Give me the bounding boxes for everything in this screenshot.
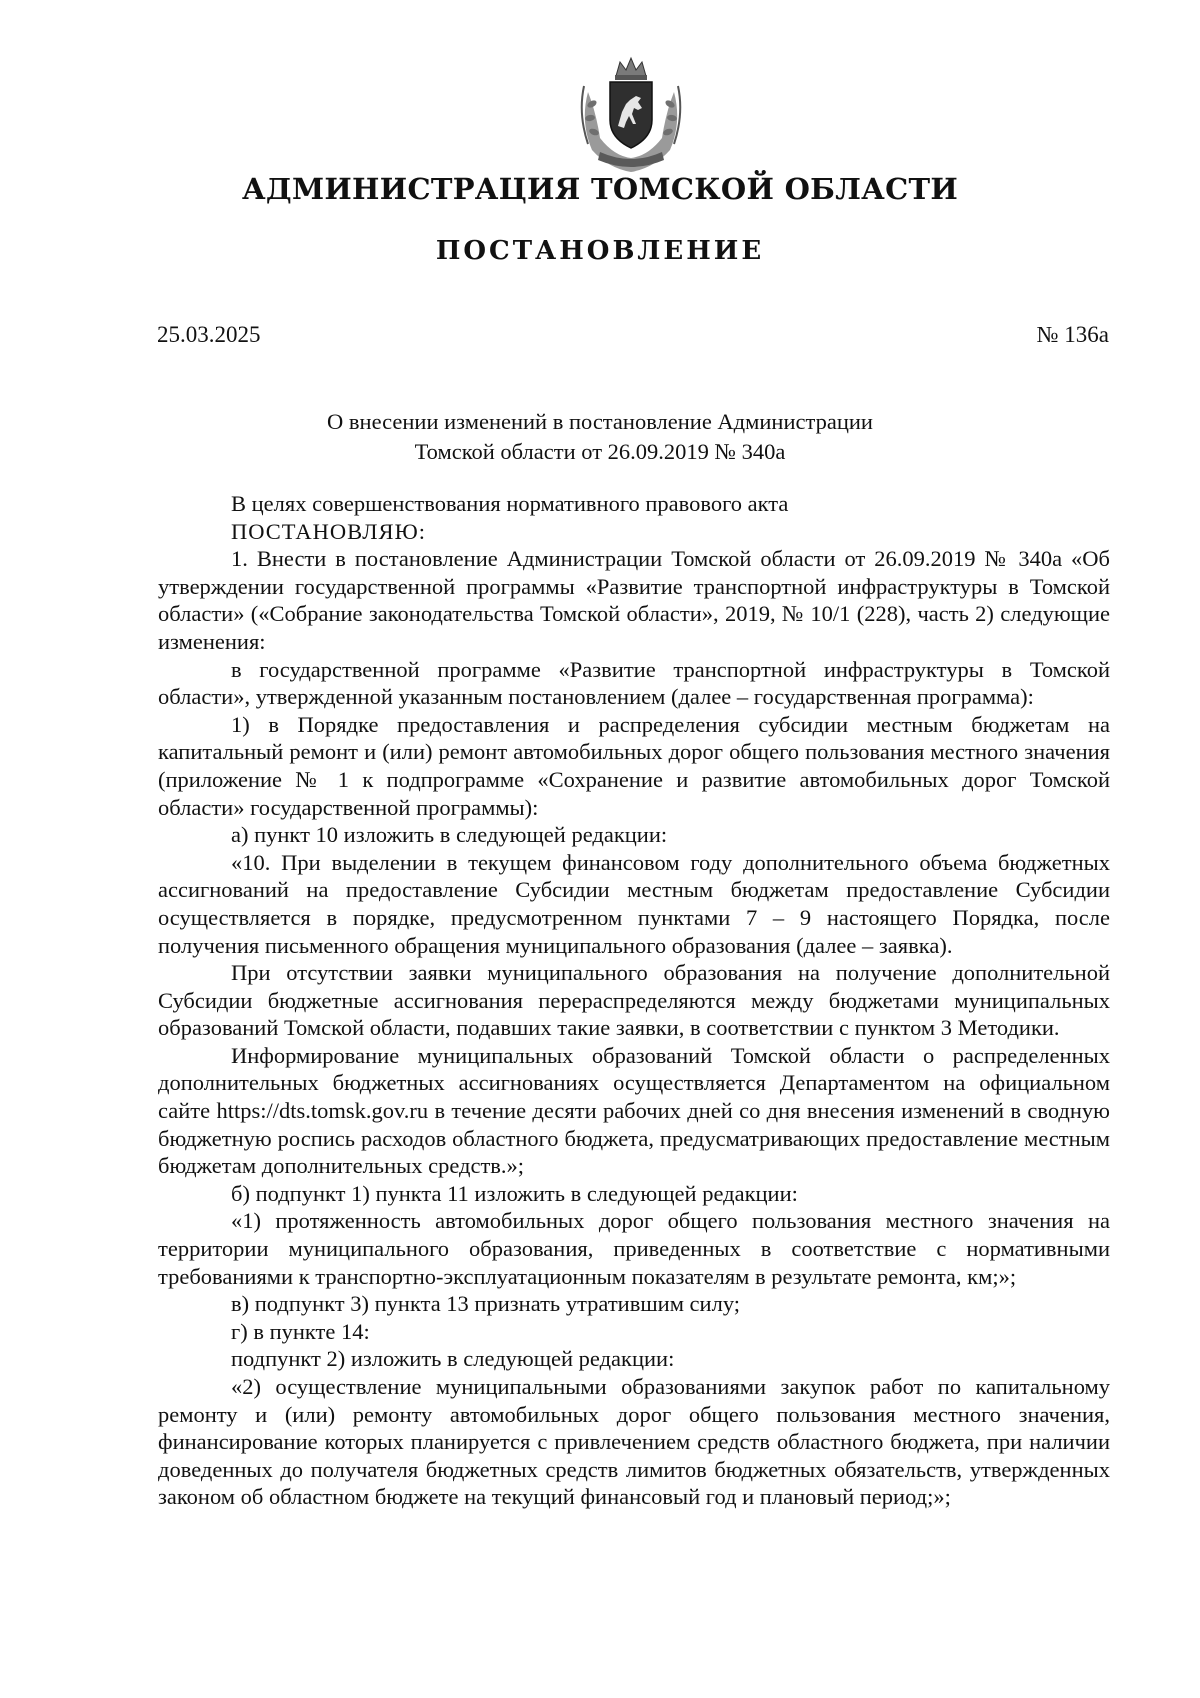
document-date: 25.03.2025	[157, 322, 261, 347]
subject-line-1: О внесении изменений в постановление Администрации	[327, 409, 873, 434]
document-body	[158, 490, 1110, 1511]
paragraph-item-1: 1. Внести в постановление Администрации Томской области от 26.09.2019 № 340а «Об утверждении государственной программы «Развитие транспортной инфраструктуры в Томской области» («Собрание законодательства Томской области», 2019, № 10/1 (228), часть 2) следующие изменения:	[158, 546, 1110, 654]
paragraph-clause-14-2: «2) осуществление муниципальными образованиями закупок работ по капитальному ремонту и (или) ремонту автомобильных дорог общего пользования местного значения, финансирование которых планируется с привлечением средств областного бюджета, при наличии доведенных до получателя бюджетных средств лимитов бюджетных обязательств, утвержденных законом об областном бюджете на текущий финансовый год и плановый период;»;	[158, 1374, 1110, 1510]
document-subject	[0, 407, 1200, 467]
document-type: ПОСТАНОВЛЕНИЕ	[435, 236, 765, 266]
organization-title: АДМИНИСТРАЦИЯ ТОМСКОЙ ОБЛАСТИ	[241, 172, 959, 206]
paragraph-clause-10-redistribution: При отсутствии заявки муниципального образования на получение дополнительной Субсидии бюджетные ассигнования перераспределяются между бюджетами муниципальных образований Томской области, подавших такие заявки, в соответствии с пунктом 3 Методики.	[158, 960, 1110, 1041]
subject-line-2: Томской области от 26.09.2019 № 340а	[414, 439, 786, 464]
paragraph-program-changes: в государственной программе «Развитие транспортной инфраструктуры в Томской области», утвержденной указанным постановлением (далее – государственная программа):	[158, 656, 1110, 710]
tomsk-region-coat-of-arms-icon	[578, 52, 684, 174]
paragraph-subitem-g: г) в пункте 14:	[231, 1318, 370, 1344]
paragraph-clause-14-2-intro: подпункт 2) изложить в следующей редакции:	[231, 1346, 675, 1372]
paragraph-clause-10-informing: Информирование муниципальных образований Томской области о распределенных дополнительных бюджетных ассигнованиях осуществляется Департаментом на официальном сайте https://dts.tomsk.gov.ru в течение десяти рабочих дней со дня внесения изменений в сводную бюджетную роспись расходов областного бюджета, предусматривающих предоставление местным бюджетам дополнительных средств.»;	[158, 1042, 1110, 1179]
paragraph-clause-11-1: «1) протяженность автомобильных дорог общего пользования местного значения на территории муниципального образования, приведенных в соответствие с нормативными требованиями к транспортно-эксплуатационным показателям в результате ремонта, км;»;	[158, 1208, 1110, 1289]
paragraph-subitem-v: в) подпункт 3) пункта 13 признать утратившим силу;	[231, 1291, 741, 1317]
paragraph-clause-10: «10. При выделении в текущем финансовом году дополнительного объема бюджетных ассигнований на предоставление Субсидии местным бюджетам предоставление Субсидии осуществляется в порядке, предусмотренном пунктами 7 – 9 настоящего Порядка, после получения письменного обращения муниципального образования (далее – заявка).	[158, 849, 1110, 958]
paragraph-subitem-a: а) пункт 10 изложить в следующей редакции:	[231, 822, 668, 848]
paragraph-subitem-1: 1) в Порядке предоставления и распределения субсидии местным бюджетам на капитальный ремонт и (или) ремонт автомобильных дорог общего пользования местного значения (приложение № 1 к подпрограмме «Сохранение и развитие автомобильных дорог Томской области» государственной программы):	[158, 711, 1110, 820]
paragraph-subitem-b: б) подпункт 1) пункта 11 изложить в следующей редакции:	[231, 1180, 798, 1206]
document-number: № 136а	[1036, 322, 1109, 347]
paragraph-preamble: В целях совершенствования нормативного правового акта	[231, 491, 789, 516]
paragraph-decree: ПОСТАНОВЛЯЮ:	[231, 518, 426, 544]
